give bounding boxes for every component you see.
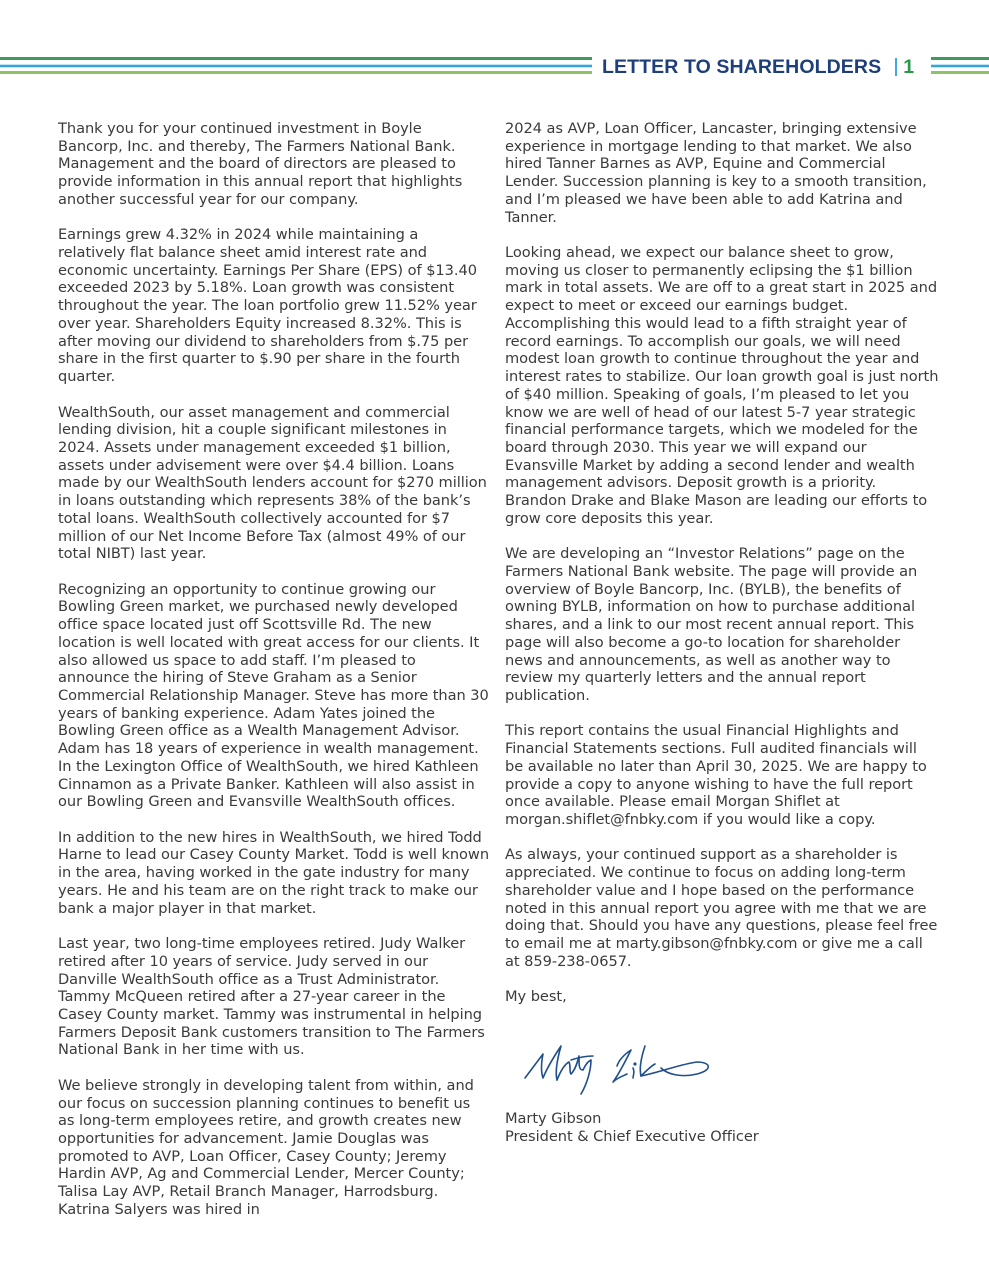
paragraph: We are developing an “Investor Relations” page on the Farmers National Bank website. The page will provide an overview of Boyle Bancorp, Inc. (BYLB), the benefits of owning BYLB, information on how to purchase additional shares, and a link to our most recent annual report. This page will also become a go-to location for shareholder news and announcements, as well as another way to review my quarterly letters and the annual report publication.: [505, 545, 918, 704]
paragraph: Thank you for your continued investment in Boyle Bancorp, Inc. and thereby, The Farmers National Bank. Management and the board of directors are pleased to provide information in this annual report that highlights another successful year for our company.: [58, 120, 463, 208]
paragraph: In addition to the new hires in WealthSouth, we hired Todd Harne to lead our Casey County Market. Todd is well known in the area, having worked in the gate industry for many years. He and his team are on the right track to make our bank a major player in that market.: [58, 828, 490, 917]
paragraph: Looking ahead, we expect our balance sheet to grow, moving us closer to permanently eclipsing the $1 billion mark in total assets. We are off to a great start in 2025 and expect to meet or exceed our earnings budget. Accomplishing this would lead to a fifth straight year of record earnings. To accomplish our goals, we will need modest loan growth to continue throughout the year and interest rates to stabilize. Our loan growth goal is just north of $40 million. Speaking of goals, I’m pleased to let you know we are well of head of our latest 5-7 year strategic financial performance targets, which we modeled for the board through 2030. This year we will expand our Evansville Market by adding a second lender and wealth management advisors. Deposit growth is a priority. Brandon Drake and Blake Mason are leading our efforts to grow core deposits this year.: [505, 244, 939, 527]
signer-title: President & Chief Executive Officer: [505, 1127, 759, 1145]
paragraph: WealthSouth, our asset management and commercial lending division, hit a couple significant milestones in 2024. Assets under management exceeded $1 billion, assets under advisement were over $4.4 billion. Loans made by our WealthSouth lenders account for $270 million in loans outstanding which represents 38% of the bank’s total loans. WealthSouth collectively accounted for $7 million of our Net Income Before Tax (almost 49% of our total NIBT) last year.: [58, 403, 487, 563]
closing-salutation: My best,: [505, 988, 567, 1006]
paragraph: As always, your continued support as a shareholder is appreciated. We continue to focus on adding long-term shareholder value and I hope based on the performance noted in this annual report you agree with me that we are doing that. Should you have any questions, please feel free to email me at marty.gibson@fnbky.com or give me a call at 859-238-0657.: [505, 846, 938, 970]
page-header: [0, 54, 989, 80]
signer-block: [505, 1110, 939, 1145]
letter-left-column: [58, 120, 490, 1236]
signer-name: Marty Gibson: [505, 1109, 602, 1127]
header-rule-left: [0, 56, 592, 76]
letter-right-column: [505, 120, 939, 1145]
header-title-group: [602, 54, 914, 80]
paragraph: We believe strongly in developing talent from within, and our focus on succession planning continues to benefit us as long-term employees retire, and growth creates new opportunities for advancement. Jamie Douglas was promoted to AVP, Loan Officer, Casey County; Jeremy Hardin AVP, Ag and Commercial Lender, Mercer County; Talisa Lay AVP, Retail Branch Manager, Harrodsburg. Katrina Salyers was hired in: [58, 1076, 474, 1218]
signature-icon: [521, 1026, 721, 1096]
page-number: 1: [903, 55, 915, 78]
title-divider: [895, 58, 897, 76]
paragraph: This report contains the usual Financial Highlights and Financial Statements sections. Full audited financials will be available no later than April 30, 2025. We are happy to provide a copy to anyone wishing to have the full report once available. Please email Morgan Shiflet at morgan.shiflet@fnbky.com if you would like a copy.: [505, 722, 927, 829]
section-title: LETTER TO SHAREHOLDERS: [602, 55, 882, 78]
paragraph: Earnings grew 4.32% in 2024 while maintaining a relatively flat balance sheet amid interest rate and economic uncertainty. Earnings Per Share (EPS) of $13.40 exceeded 2023 by 5.18%. Loan growth was consistent throughout the year. The loan portfolio grew 11.52% year over year. Shareholders Equity increased 8.32%. This is after moving our dividend to shareholders from $.75 per share in the first quarter to $.90 per share in the fourth quarter.: [58, 226, 477, 386]
paragraph: Last year, two long-time employees retired. Judy Walker retired after 10 years of service. Judy served in our Danville WealthSouth office as a Trust Administrator. Tammy McQueen retired after a 27-year career in the Casey County market. Tammy was instrumental in helping Farmers Deposit Bank customers transition to The Farmers National Bank in her time with us.: [58, 935, 485, 1059]
header-rule-right: [931, 56, 989, 76]
paragraph: 2024 as AVP, Loan Officer, Lancaster, bringing extensive experience in mortgage lending to that market. We also hired Tanner Barnes as AVP, Equine and Commercial Lender. Succession planning is key to a smooth transition, and I’m pleased we have been able to add Katrina and Tanner.: [505, 120, 927, 226]
paragraph: Recognizing an opportunity to continue growing our Bowling Green market, we purchased newly developed office space located just off Scottsville Rd. The new location is well located with great access for our clients. It also allowed us space to add staff. I’m pleased to announce the hiring of Steve Graham as a Senior Commercial Relationship Manager. Steve has more than 30 years of banking experience. Adam Yates joined the Bowling Green office as a Wealth Management Advisor. Adam has 18 years of experience in wealth management. In the Lexington Office of WealthSouth, we hired Kathleen Cinnamon as a Private Banker. Kathleen will also assist in our Bowling Green and Evansville WealthSouth offices.: [58, 580, 489, 811]
